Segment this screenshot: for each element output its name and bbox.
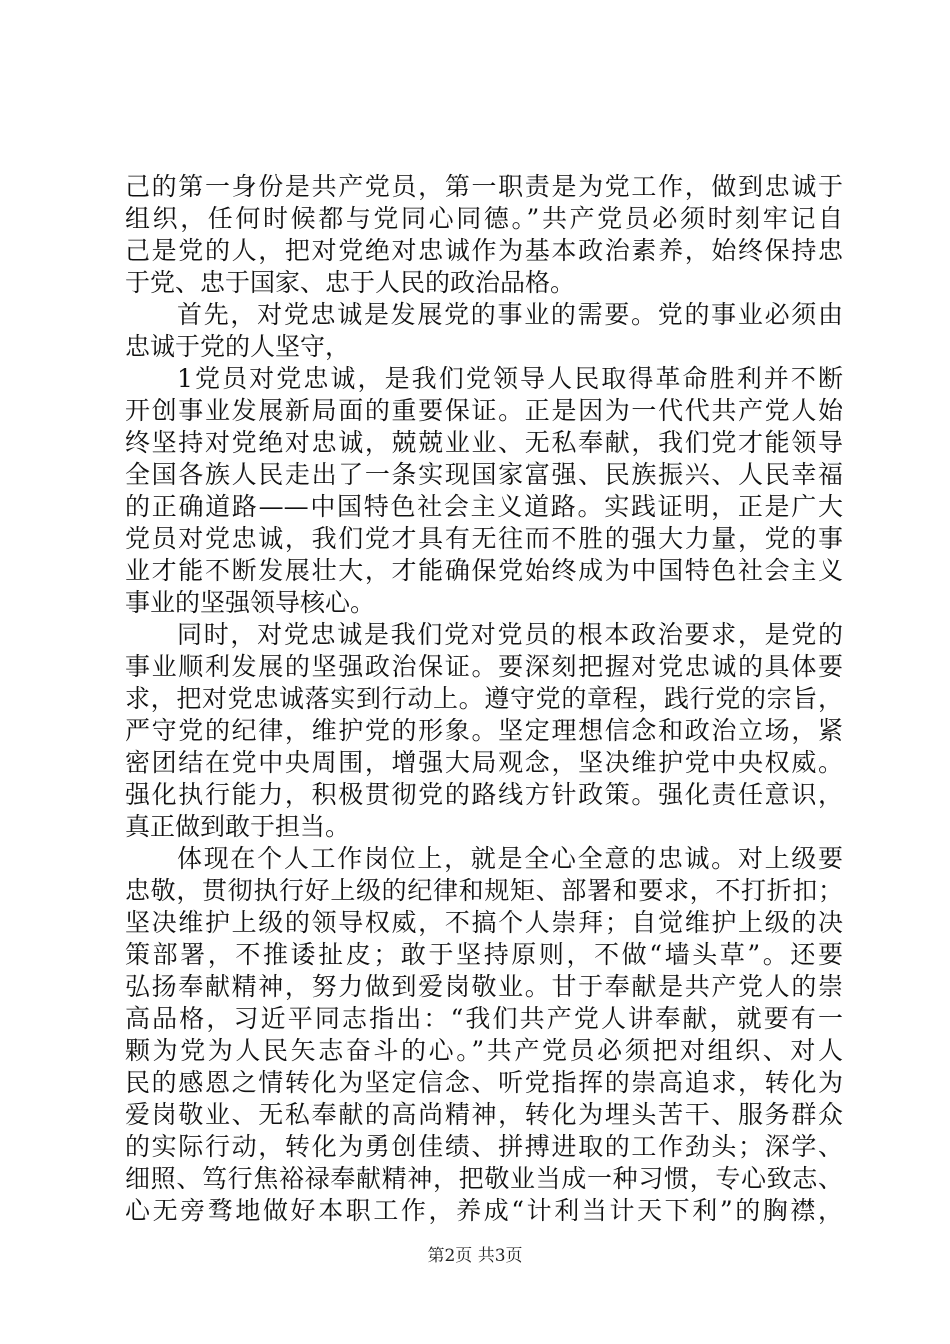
page-number-footer: 第2页 共3页	[427, 1246, 523, 1266]
text-line: 严守党的纪律，维护党的形象。坚定理想信念和政治立场，紧	[125, 716, 843, 745]
text-line: 高品格，习近平同志指出：“我们共产党人讲奉献，就要有一	[125, 1004, 843, 1033]
text-line: 党员对党忠诚，我们党才具有无往而不胜的强大力量，党的事	[125, 524, 843, 553]
text-line: 的实际行动，转化为勇创佳绩、拼搏进取的工作劲头；深学、	[125, 1132, 843, 1161]
text-line: 于党、忠于国家、忠于人民的政治品格。	[125, 268, 576, 297]
text-line: 终坚持对党绝对忠诚，兢兢业业、无私奉献，我们党才能领导	[125, 428, 843, 457]
text-line: 忠敬，贯彻执行好上级的纪律和规矩、部署和要求，不打折扣；	[125, 876, 843, 905]
text-line: 真正做到敢于担当。	[125, 812, 351, 841]
text-line: 民的感恩之情转化为坚定信念、听党指挥的崇高追求，转化为	[125, 1068, 843, 1097]
text-line: 组织，任何时候都与党同心同德。”共产党员必须时刻牢记自	[125, 204, 843, 233]
paragraph-start-line: 首先，对党忠诚是发展党的事业的需要。党的事业必须由	[177, 300, 843, 329]
text-line: 己的第一身份是共产党员，第一职责是为党工作，做到忠诚于	[125, 172, 843, 201]
text-line: 业才能不断发展壮大，才能确保党始终成为中国特色社会主义	[125, 556, 843, 585]
text-line: 细照、笃行焦裕禄奉献精神，把敬业当成一种习惯，专心致志、	[125, 1164, 843, 1193]
text-line: 事业顺利发展的坚强政治保证。要深刻把握对党忠诚的具体要	[125, 652, 843, 681]
paragraph-start-line: 1党员对党忠诚，是我们党领导人民取得革命胜利并不断	[177, 364, 843, 393]
text-line: 强化执行能力，积极贯彻党的路线方针政策。强化责任意识，	[125, 780, 843, 809]
paragraph-start-line: 体现在个人工作岗位上，就是全心全意的忠诚。对上级要	[177, 844, 843, 873]
text-line: 策部署，不推诿扯皮；敢于坚持原则，不做“墙头草”。还要	[125, 940, 843, 969]
text-line: 弘扬奉献精神，努力做到爱岗敬业。甘于奉献是共产党人的崇	[125, 972, 843, 1001]
paragraph-start-line: 同时，对党忠诚是我们党对党员的根本政治要求，是党的	[177, 620, 843, 649]
text-line: 开创事业发展新局面的重要保证。正是因为一代代共产党人始	[125, 396, 843, 425]
text-line: 求，把对党忠诚落实到行动上。遵守党的章程，践行党的宗旨，	[125, 684, 843, 713]
text-line: 事业的坚强领导核心。	[125, 588, 376, 617]
text-line: 心无旁骛地做好本职工作，养成“计利当计天下利”的胸襟，	[125, 1196, 843, 1225]
text-line: 坚决维护上级的领导权威，不搞个人崇拜；自觉维护上级的决	[125, 908, 843, 937]
text-line: 全国各族人民走出了一条实现国家富强、民族振兴、人民幸福	[125, 460, 843, 489]
text-line: 己是党的人，把对党绝对忠诚作为基本政治素养，始终保持忠	[125, 236, 843, 265]
text-line: 爱岗敬业、无私奉献的高尚精神，转化为埋头苦干、服务群众	[125, 1100, 843, 1129]
text-line: 忠诚于党的人坚守，	[125, 332, 351, 361]
document-body	[125, 171, 843, 1227]
text-line: 的正确道路——中国特色社会主义道路。实践证明，正是广大	[125, 492, 843, 521]
text-line: 密团结在党中央周围，增强大局观念，坚决维护党中央权威。	[125, 748, 843, 777]
text-line: 颗为党为人民矢志奋斗的心。”共产党员必须把对组织、对人	[125, 1036, 843, 1065]
